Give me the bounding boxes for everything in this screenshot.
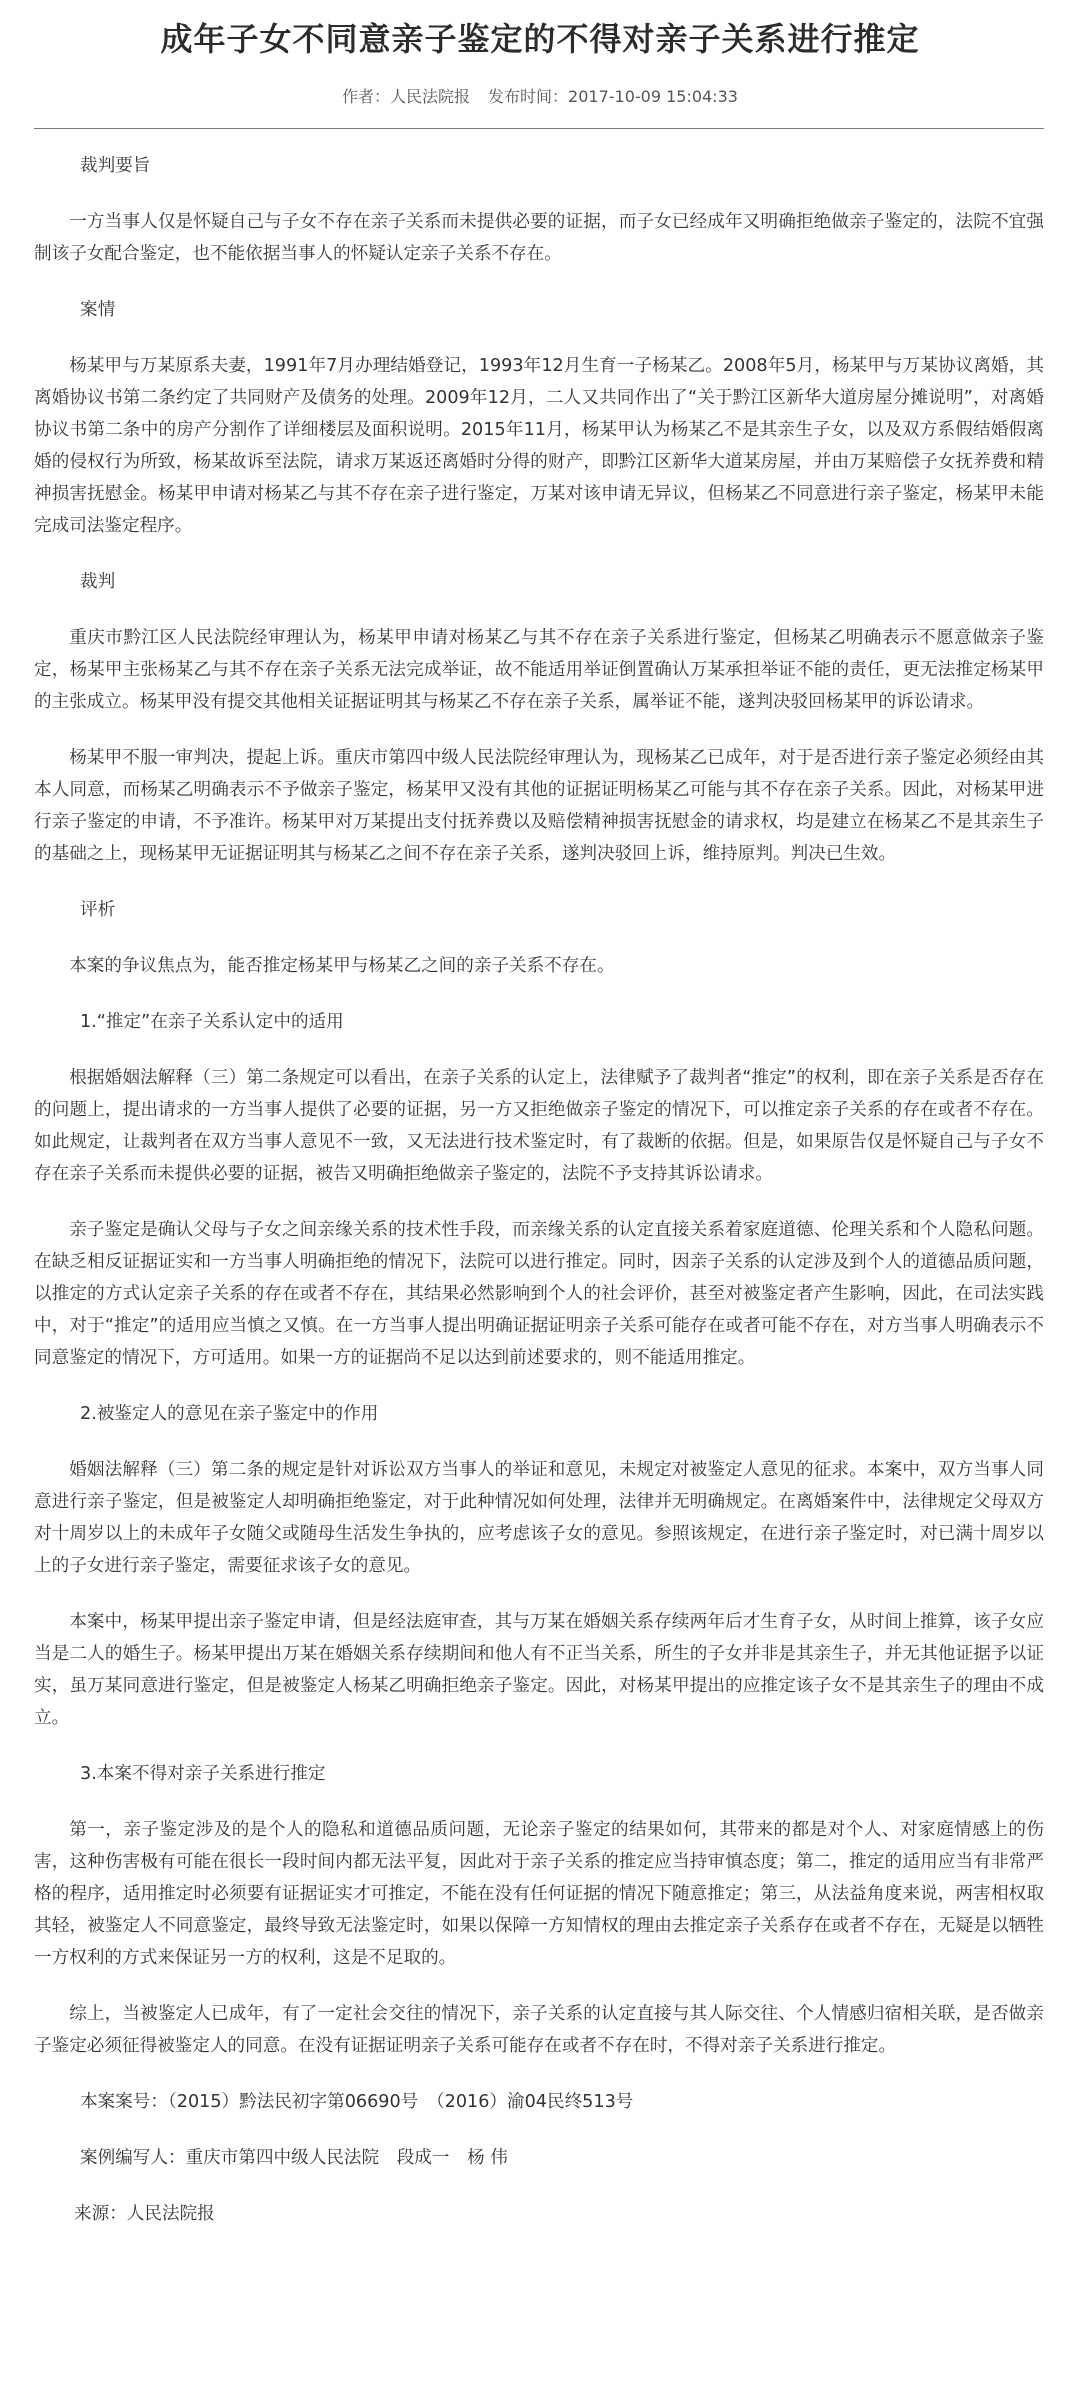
section-heading-facts: 案情 [80, 300, 116, 320]
facts-paragraph: 杨某甲与万某原系夫妻，1991年7月办理结婚登记，1993年12月生育一子杨某乙。2008年5月，杨某甲与万某协议离婚，其离婚协议书第二条约定了共同财产及债务的处理。2009年12月，二人又共同作出了“关于黔江区新华大道房屋分摊说明”，对离婚协议书第二条中的房产分割作了详细楼层及面积说明。2015年11月，杨某甲认为杨某乙不是其亲生子女，以及双方系假结婚假离婚的侵权行为所致，杨某故诉至法院，请求万某返还离婚时分得的财产，即黔江区新华大道某房屋，并由万某赔偿子女抚养费和精神损害抚慰金。杨某甲申请对杨某乙与其不存在亲子进行鉴定，万某对该申请无异议，但杨某乙不同意进行亲子鉴定，杨某甲未能完成司法鉴定程序。 [34, 356, 1044, 536]
subject-opinion-paragraph-1: 婚姻法解释（三）第二条的规定是针对诉讼双方当事人的举证和意见，未规定对被鉴定人意见的征求。本案中，双方当事人同意进行亲子鉴定，但是被鉴定人却明确拒绝鉴定，对于此种情况如何处理，法律并无明确规定。在离婚案件中，法律规定父母双方对十周岁以上的未成年子女随父或随母生活发生争执的，应考虑该子女的意见。参照该规定，在进行亲子鉴定时，对已满十周岁以上的子女进行亲子鉴定，需要征求该子女的意见。 [34, 1460, 1044, 1576]
no-presumption-paragraph-1: 第一，亲子鉴定涉及的是个人的隐私和道德品质问题，无论亲子鉴定的结果如何，其带来的都是对个人、对家庭情感上的伤害，这种伤害极有可能在很长一段时间内都无法平复，因此对于亲子关系的推定应当持审慎态度；第二，推定的适用应当有非常严格的程序，适用推定时必须要有证据证实才可推定，不能在没有任何证据的情况下随意推定；第三，从法益角度来说，两害相权取其轻，被鉴定人不同意鉴定，最终导致无法鉴定时，如果以保障一方知情权的理由去推定亲子关系存在或者不存在，无疑是以牺牲一方权利的方式来保证另一方的权利，这是不足取的。 [34, 1820, 1044, 1968]
section-heading-holding: 裁判要旨 [80, 156, 151, 176]
presumption-paragraph-2: 亲子鉴定是确认父母与子女之间亲缘关系的技术性手段，而亲缘关系的认定直接关系着家庭道德、伦理关系和个人隐私问题。在缺乏相反证据证实和一方当事人明确拒绝的情况下，法院可以进行推定。同时，因亲子关系的认定涉及到个人的道德品质问题，以推定的方式认定亲子关系的存在或者不存在，其结果必然影响到个人的社会评价，甚至对被鉴定者产生影响，因此，在司法实践中，对于“推定”的适用应当慎之又慎。在一方当事人提出明确证据证明亲子关系可能存在或者可能不存在，对方当事人明确表示不同意鉴定的情况下，方可适用。如果一方的证据尚不足以达到前述要求的，则不能适用推定。 [34, 1220, 1044, 1368]
no-presumption-paragraph-2: 综上，当被鉴定人已成年，有了一定社会交往的情况下，亲子关系的认定直接与其人际交往、个人情感归宿相关联，是否做亲子鉴定必须征得被鉴定人的同意。在没有证据证明亲子关系可能存在或者不存在时，不得对亲子关系进行推定。 [34, 2004, 1044, 2056]
judgment-paragraph-2: 杨某甲不服一审判决，提起上诉。重庆市第四中级人民法院经审理认为，现杨某乙已成年，对于是否进行亲子鉴定必须经由其本人同意，而杨某乙明确表示不予做亲子鉴定，杨某甲又没有其他的证据证明杨某乙可能与其不存在亲子关系。因此，对杨某甲进行亲子鉴定的申请，不予准许。杨某甲对万某提出支付抚养费以及赔偿精神损害抚慰金的请求权，均是建立在杨某乙不是其亲生子的基础之上，现杨某甲无证据证明其与杨某乙之间不存在亲子关系，遂判决驳回上诉，维持原判。判决已生效。 [34, 748, 1044, 864]
article-meta [0, 84, 1080, 107]
article-body [34, 150, 1044, 2254]
holding-paragraph: 一方当事人仅是怀疑自己与子女不存在亲子关系而未提供必要的证据，而子女已经成年又明确拒绝做亲子鉴定的，法院不宜强制该子女配合鉴定，也不能依据当事人的怀疑认定亲子关系不存在。 [34, 212, 1044, 264]
case-writers: 案例编写人：重庆市第四中级人民法院 段成一 杨 伟 [80, 2148, 508, 2168]
analysis-paragraph: 本案的争议焦点为，能否推定杨某甲与杨某乙之间的亲子关系不存在。 [69, 956, 615, 976]
presumption-paragraph-1: 根据婚姻法解释（三）第二条规定可以看出，在亲子关系的认定上，法律赋予了裁判者“推定”的权利，即在亲子关系是否存在的问题上，提出请求的一方当事人提供了必要的证据，另一方又拒绝做亲子鉴定的情况下，可以推定亲子关系的存在或者不存在。如此规定，让裁判者在双方当事人意见不一致，又无法进行技术鉴定时，有了裁断的依据。但是，如果原告仅是怀疑自己与子女不存在亲子关系而未提供必要的证据，被告又明确拒绝做亲子鉴定的，法院不予支持其诉讼请求。 [34, 1068, 1044, 1184]
subject-opinion-paragraph-2: 本案中，杨某甲提出亲子鉴定申请，但是经法庭审查，其与万某在婚姻关系存续两年后才生育子女，从时间上推算，该子女应当是二人的婚生子。杨某甲提出万某在婚姻关系存续期间和他人有不正当关系，所生的子女并非是其亲生子，并无其他证据予以证实，虽万某同意进行鉴定，但是被鉴定人杨某乙明确拒绝亲子鉴定。因此，对杨某甲提出的应推定该子女不是其亲生子的理由不成立。 [34, 1612, 1044, 1728]
judgment-paragraph-1: 重庆市黔江区人民法院经审理认为，杨某甲申请对杨某乙与其不存在亲子关系进行鉴定，但杨某乙明确表示不愿意做亲子鉴定，杨某甲主张杨某乙与其不存在亲子关系无法完成举证，故不能适用举证倒置确认万某承担举证不能的责任，更无法推定杨某甲的主张成立。杨某甲没有提交其他相关证据证明其与杨某乙不存在亲子关系，属举证不能，遂判决驳回杨某甲的诉讼请求。 [34, 628, 1044, 712]
subheading-no-presumption: 3.本案不得对亲子关系进行推定 [80, 1764, 326, 1784]
case-numbers: 本案案号：（2015）黔法民初字第06690号 （2016）渝04民终513号 [80, 2092, 634, 2112]
author-label: 作者：人民法院报 [342, 87, 471, 106]
header-divider [34, 128, 1044, 129]
article-title: 成年子女不同意亲子鉴定的不得对亲子关系进行推定 [160, 20, 920, 58]
publish-time-label: 发布时间：2017-10-09 15:04:33 [488, 87, 738, 106]
article-source: 来源：人民法院报 [74, 2204, 215, 2224]
subheading-presumption: 1.“推定”在亲子关系认定中的适用 [80, 1012, 344, 1032]
section-heading-judgment: 裁判 [80, 572, 116, 592]
subheading-subject-opinion: 2.被鉴定人的意见在亲子鉴定中的作用 [80, 1404, 379, 1424]
section-heading-analysis: 评析 [80, 900, 116, 920]
